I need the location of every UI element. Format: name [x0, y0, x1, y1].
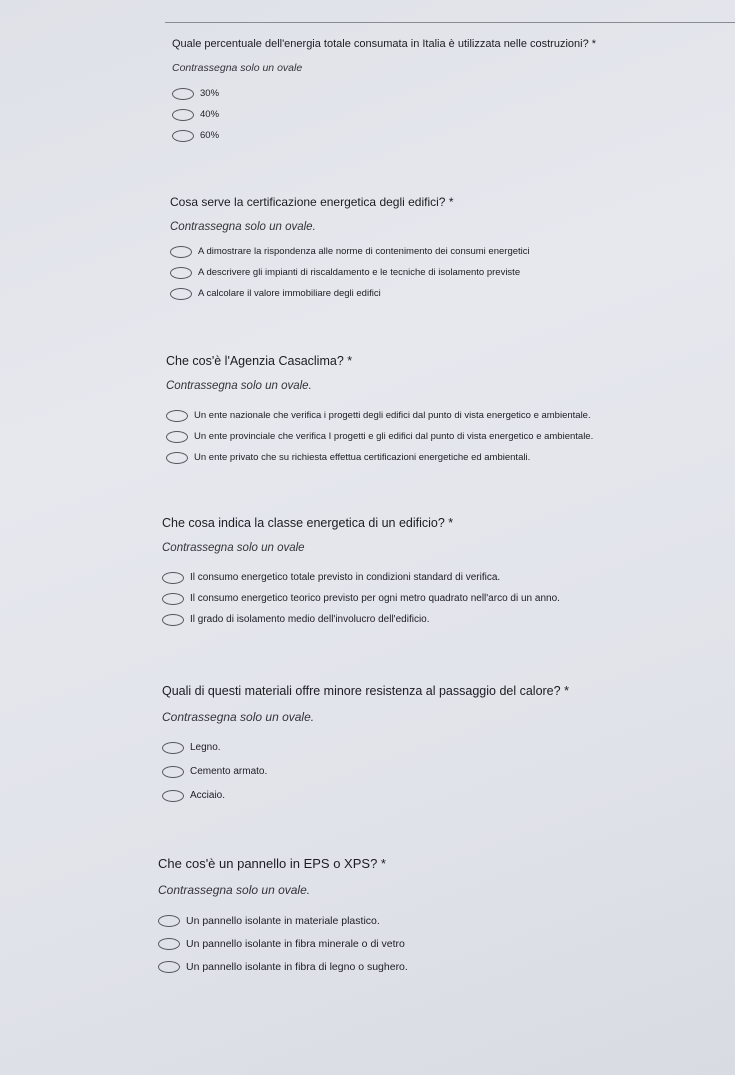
top-divider	[165, 22, 735, 23]
option-consumo-teorico[interactable]	[162, 589, 560, 608]
radio-oval[interactable]	[170, 288, 192, 300]
option-label: A calcolare il valore immobiliare degli edifici	[198, 288, 381, 299]
option-label: Il grado di isolamento medio dell'involucro dell'edificio.	[190, 614, 430, 625]
option-label: Un ente privato che su richiesta effettua certificazioni energetiche ed ambientali.	[194, 452, 531, 463]
option-acciaio[interactable]	[162, 786, 569, 805]
option-dimostrare[interactable]	[170, 242, 530, 261]
option-label: Cemento armato.	[190, 766, 268, 777]
radio-oval[interactable]	[170, 246, 192, 258]
option-consumo-totale[interactable]	[162, 568, 560, 587]
radio-oval[interactable]	[166, 410, 188, 422]
option-label: A descrivere gli impianti di riscaldamento e le tecniche di isolamento previste	[198, 267, 521, 278]
question-1	[172, 38, 596, 147]
question-title: Quale percentuale dell'energia totale consumata in Italia è utilizzata nelle costruzioni? *	[172, 38, 597, 50]
question-instruction: Contrassegna solo un ovale.	[162, 710, 315, 724]
question-title: Che cos'è l'Agenzia Casaclima? *	[166, 354, 353, 368]
radio-oval[interactable]	[162, 766, 184, 778]
radio-oval[interactable]	[172, 109, 194, 121]
question-instruction: Contrassegna solo un ovale.	[170, 221, 316, 233]
radio-oval[interactable]	[166, 431, 188, 443]
question-2	[170, 195, 530, 305]
option-grado-isolamento[interactable]	[162, 610, 560, 629]
option-ente-privato[interactable]	[166, 448, 593, 467]
radio-oval[interactable]	[162, 790, 184, 802]
question-title: Quali di questi materiali offre minore resistenza al passaggio del calore? *	[162, 684, 569, 698]
question-instruction: Contrassegna solo un ovale.	[166, 380, 312, 392]
radio-oval[interactable]	[166, 452, 188, 464]
question-5	[162, 684, 569, 807]
option-descrivere[interactable]	[170, 263, 530, 282]
option-fibra-minerale[interactable]	[158, 934, 408, 953]
radio-oval[interactable]	[158, 938, 180, 950]
option-label: Acciaio.	[190, 790, 226, 801]
radio-oval[interactable]	[158, 961, 180, 973]
option-label: Legno.	[190, 742, 221, 753]
question-title: Che cosa indica la classe energetica di un edificio? *	[162, 516, 454, 530]
option-label: Un pannello isolante in materiale plastico.	[186, 914, 380, 927]
radio-oval[interactable]	[172, 130, 194, 142]
radio-oval[interactable]	[170, 267, 192, 279]
option-cemento-armato[interactable]	[162, 762, 569, 781]
question-4	[162, 516, 560, 631]
option-label: Un ente nazionale che verifica i progetti degli edifici dal punto di vista energetico e ambientale.	[194, 410, 591, 421]
option-legno[interactable]	[162, 738, 569, 757]
question-title: Cosa serve la certificazione energetica degli edifici? *	[170, 195, 454, 209]
question-3	[166, 354, 593, 469]
radio-oval[interactable]	[162, 742, 184, 754]
option-40-percent[interactable]	[172, 105, 596, 124]
option-label: Il consumo energetico totale previsto in condizioni standard di verifica.	[190, 572, 501, 583]
option-label: 40%	[200, 109, 220, 120]
option-60-percent[interactable]	[172, 126, 596, 145]
radio-oval[interactable]	[162, 572, 184, 584]
option-label: 60%	[200, 130, 220, 141]
option-label: Un pannello isolante in fibra minerale o di vetro	[186, 937, 405, 950]
radio-oval[interactable]	[162, 593, 184, 605]
radio-oval[interactable]	[172, 88, 194, 100]
option-label: Un ente provinciale che verifica I progetti e gli edifici dal punto di vista energetico e ambientale.	[194, 431, 594, 442]
option-label: Un pannello isolante in fibra di legno o sughero.	[186, 960, 408, 973]
option-materiale-plastico[interactable]	[158, 911, 408, 930]
question-instruction: Contrassegna solo un ovale.	[158, 883, 311, 897]
option-fibra-legno[interactable]	[158, 957, 408, 976]
option-ente-provinciale[interactable]	[166, 427, 593, 446]
option-label: A dimostrare la rispondenza alle norme di contenimento dei consumi energetici	[198, 246, 530, 257]
option-label: Il consumo energetico teorico previsto per ogni metro quadrato nell'arco di un anno.	[190, 593, 560, 604]
question-title: Che cos'è un pannello in EPS o XPS? *	[158, 856, 386, 871]
option-calcolare[interactable]	[170, 284, 530, 303]
radio-oval[interactable]	[162, 614, 184, 626]
option-30-percent[interactable]	[172, 84, 596, 103]
question-instruction: Contrassegna solo un ovale	[172, 62, 303, 74]
question-6	[158, 856, 408, 978]
radio-oval[interactable]	[158, 915, 180, 927]
option-label: 30%	[200, 88, 220, 99]
option-ente-nazionale[interactable]	[166, 406, 593, 425]
question-instruction: Contrassegna solo un ovale	[162, 542, 305, 554]
